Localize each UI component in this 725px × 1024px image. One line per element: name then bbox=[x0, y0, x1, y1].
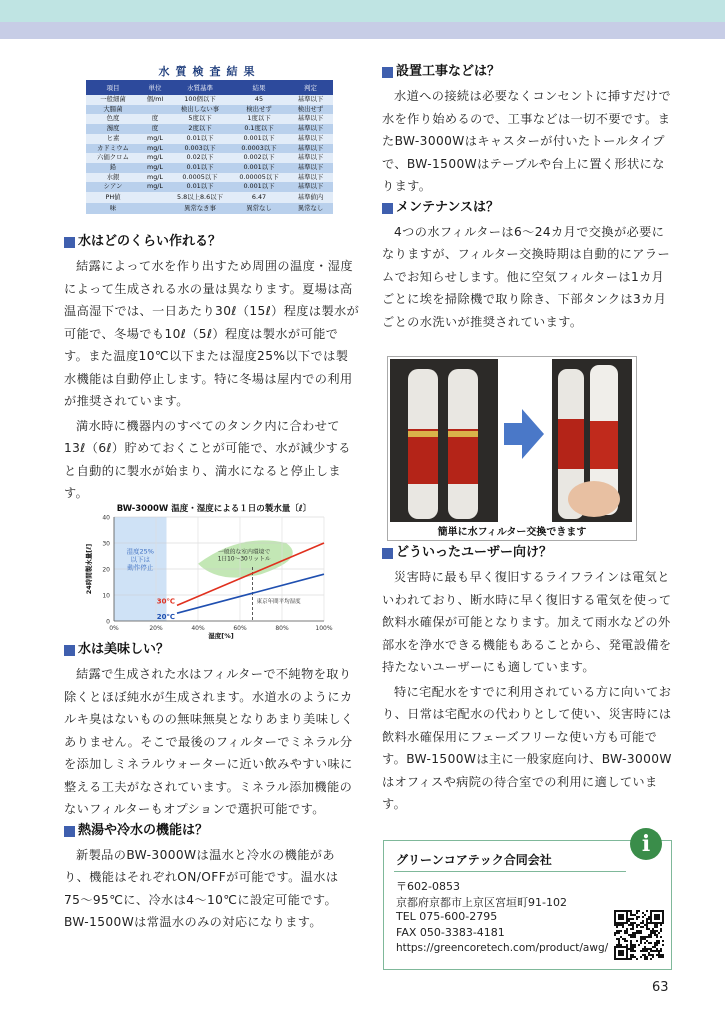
table-header-cell: 項目 bbox=[86, 80, 140, 95]
table-cell: ヒ素 bbox=[86, 134, 140, 144]
divider bbox=[394, 871, 626, 872]
table-row bbox=[86, 192, 333, 203]
section-heading: 水は美味しい？ bbox=[64, 640, 360, 660]
table-cell bbox=[140, 203, 170, 214]
table-cell: 一般細菌 bbox=[86, 95, 140, 105]
left-column bbox=[64, 232, 360, 505]
table-row bbox=[86, 134, 333, 144]
arrow-right-icon bbox=[504, 409, 544, 459]
chart-svg bbox=[84, 501, 344, 641]
website-link[interactable]: https://greencoretech.com/product/awg/ bbox=[396, 942, 609, 954]
table-cell: 検出せず bbox=[288, 105, 333, 115]
phone: TEL 075-600-2795 bbox=[396, 910, 498, 923]
x-tick-label: 60% bbox=[233, 625, 247, 632]
table-cell bbox=[140, 105, 170, 115]
table-cell: シアン bbox=[86, 182, 140, 192]
table-row bbox=[86, 182, 333, 192]
chart-title: BW-3000W 温度・湿度による１日の製水量〔ℓ〕 bbox=[116, 504, 312, 514]
table-cell: mg/L bbox=[140, 134, 170, 144]
table-cell: 45 bbox=[230, 95, 288, 105]
table-cell: 100個以下 bbox=[170, 95, 230, 105]
table-row bbox=[86, 144, 333, 154]
table-cell: 基準以下 bbox=[288, 182, 333, 192]
filter-photos bbox=[387, 356, 637, 541]
y-tick-label: 10 bbox=[102, 592, 110, 600]
table-cell: 0.00005以下 bbox=[230, 173, 288, 183]
section-heading: 水はどのくらい作れる？ bbox=[64, 232, 360, 252]
x-tick-label: 40% bbox=[191, 625, 205, 632]
table-cell: 0.1度以下 bbox=[230, 124, 288, 134]
table-cell: 個/ml bbox=[140, 95, 170, 105]
x-tick-label: 20% bbox=[149, 625, 163, 632]
table-title: 水質検査結果 bbox=[158, 65, 261, 78]
table-cell: 基準以下 bbox=[288, 124, 333, 134]
table-cell: 基準以下 bbox=[288, 95, 333, 105]
table-row bbox=[86, 173, 333, 183]
x-tick-label: 100% bbox=[315, 625, 333, 632]
table-cell: 度 bbox=[140, 114, 170, 124]
filter-photo-after bbox=[552, 359, 632, 522]
table-cell: 0.02以下 bbox=[170, 153, 230, 163]
table-cell: 5度以下 bbox=[170, 114, 230, 124]
right-column-lower bbox=[382, 543, 672, 816]
table-cell: 基準値内 bbox=[288, 192, 333, 203]
table-cell: 0.01以下 bbox=[170, 182, 230, 192]
table-cell: 2度以下 bbox=[170, 124, 230, 134]
header-color-band bbox=[0, 22, 725, 39]
paragraph: 特に宅配水をすでに利用されている方に向いており、日常は宅配水の代わりとして使い、災害時には飲料水確保用にフェーズフリーな使い方も可能です。BW-1500Wは主に一般家庭向け、BW-3000Wはオフィスや病院の待合室での利用に適しています。 bbox=[382, 684, 672, 811]
table-cell: 異常なし bbox=[230, 203, 288, 214]
table-cell: 0.003以下 bbox=[170, 144, 230, 154]
table-cell: 基準以下 bbox=[288, 173, 333, 183]
qr-code-icon[interactable] bbox=[614, 910, 664, 960]
table-cell: 水銀 bbox=[86, 173, 140, 183]
filter-photo-before bbox=[390, 359, 498, 522]
x-tick-label: 0% bbox=[109, 625, 119, 632]
paragraph: 4つの水フィルターは6〜24カ月で交換が必要になりますが、フィルター交換時期は自動的にアラームでお知らせします。他に空気フィルターは1カ月ごとに埃を掃除機で取り除き、下部タンクは3カ月ごとの水洗いが推奨されています。 bbox=[382, 224, 671, 329]
table-cell: カドミウム bbox=[86, 144, 140, 154]
table-cell: 0.01以下 bbox=[170, 134, 230, 144]
table-cell: 基準以下 bbox=[288, 144, 333, 154]
series-label: 30℃ bbox=[156, 597, 175, 606]
table-row bbox=[86, 163, 333, 173]
left-column-lower bbox=[64, 640, 360, 934]
series-label: 20℃ bbox=[156, 613, 175, 622]
section-heading: メンテナンスは？ bbox=[382, 198, 672, 218]
paragraph: 新製品のBW-3000Wは温水と冷水の機能があり、機能はそれぞれON/OFFが可能です。温水は75〜95℃に、冷水は4〜10℃に設定可能です。BW-1500Wは常温水のみの対応になります。 bbox=[64, 847, 339, 929]
paragraph: 満水時に機器内のすべてのタンク内に合わせて13ℓ（6ℓ）貯めておくことが可能で、水が減少すると自動的に製水が始まり、満水になると停止します。 bbox=[64, 418, 351, 500]
table-cell: 0.001以下 bbox=[230, 163, 288, 173]
company-name: グリーンコアテック合同会社 bbox=[396, 853, 552, 867]
table-cell: 色度 bbox=[86, 114, 140, 124]
photo-caption: 簡単に水フィルター交換できます bbox=[437, 527, 587, 538]
table-row bbox=[86, 153, 333, 163]
table-cell: 0.002以下 bbox=[230, 153, 288, 163]
table-row bbox=[86, 203, 333, 214]
table-cell: 度 bbox=[140, 124, 170, 134]
x-tick-label: 80% bbox=[275, 625, 289, 632]
table-cell bbox=[140, 192, 170, 203]
table-cell: 鉛 bbox=[86, 163, 140, 173]
y-tick-label: 30 bbox=[102, 540, 110, 548]
table-cell: 検出しない事 bbox=[170, 105, 230, 115]
top-color-band bbox=[0, 0, 725, 22]
table-cell: 0.01以下 bbox=[170, 163, 230, 173]
table-header-cell: 単位 bbox=[140, 80, 170, 95]
y-tick-label: 40 bbox=[102, 514, 110, 522]
table-cell: mg/L bbox=[140, 144, 170, 154]
paragraph: 水道への接続は必要なくコンセントに挿すだけで水を作り始めるので、工事などは一切不要です。またBW-3000Wはキャスターが付いたトールタイプで、BW-1500Wはテーブルや台上に置く形状になります。 bbox=[382, 89, 671, 193]
table-cell: mg/L bbox=[140, 173, 170, 183]
chart-y-label: 24時間製水量[ℓ] bbox=[85, 543, 93, 595]
series-line bbox=[177, 574, 324, 613]
table-cell: 0.001以下 bbox=[230, 134, 288, 144]
table-cell: 異常なき事 bbox=[170, 203, 230, 214]
table-row bbox=[86, 124, 333, 134]
chart-x-label: 湿度[%] bbox=[208, 632, 234, 640]
address: 京都府京都市上京区宮垣町91-102 bbox=[396, 896, 567, 909]
table-cell: mg/L bbox=[140, 153, 170, 163]
table-cell: 基準以下 bbox=[288, 114, 333, 124]
water-quality-table bbox=[86, 64, 333, 229]
stop-zone-label: 湿度25%以下は動作停止 bbox=[126, 547, 154, 572]
table-header-cell: 水質基準 bbox=[170, 80, 230, 95]
table-cell: 基準以下 bbox=[288, 134, 333, 144]
right-column bbox=[382, 62, 672, 333]
table-cell: 異常なし bbox=[288, 203, 333, 214]
table-cell: 0.001以下 bbox=[230, 182, 288, 192]
tokyo-humidity-label: 東京年間平均湿度 bbox=[256, 598, 301, 605]
table-cell: 基準以下 bbox=[288, 153, 333, 163]
info-icon: i bbox=[630, 828, 662, 860]
page-number: 63 bbox=[652, 980, 669, 995]
table-header-cell: 判定 bbox=[288, 80, 333, 95]
table-cell: 6.47 bbox=[230, 192, 288, 203]
y-tick-label: 0 bbox=[106, 618, 110, 626]
paragraph: 結露によって水を作り出すため周囲の温度・湿度によって生成される水の量は異なります。夏場は高温高湿下では、一日あたり30ℓ（15ℓ）程度は製水が可能で、冬場でも10ℓ（5ℓ）程度は製水が可能です。また温度10℃以下または湿度25%以下では製水機能は自動停止します。特に冬場は屋内での利用が推奨されています。 bbox=[64, 259, 360, 408]
table-cell: PH値 bbox=[86, 192, 140, 203]
table-cell: 1度以下 bbox=[230, 114, 288, 124]
section-heading: 熱湯や冷水の機能は？ bbox=[64, 821, 360, 841]
table-cell: mg/L bbox=[140, 163, 170, 173]
postal-code: 〒602-0853 bbox=[396, 880, 460, 893]
table-cell: 0.0003以下 bbox=[230, 144, 288, 154]
table-cell: 味 bbox=[86, 203, 140, 214]
table-cell: 5.8以上8.6以下 bbox=[170, 192, 230, 203]
table-cell: 0.0005以下 bbox=[170, 173, 230, 183]
fax: FAX 050-3383-4181 bbox=[396, 926, 505, 939]
table-cell: mg/L bbox=[140, 182, 170, 192]
paragraph: 災害時に最も早く復旧するライフラインは電気といわれており、断水時に早く復旧する電気を使って飲料水確保が可能となります。加えて雨水などの外部水を浄水できる機能もあることから、発電設備を持たないユーザーにも適しています。 bbox=[382, 570, 672, 674]
section-heading: どういったユーザー向け？ bbox=[382, 543, 672, 563]
table-cell: 大腸菌 bbox=[86, 105, 140, 115]
table-cell: 検出せず bbox=[230, 105, 288, 115]
paragraph: 結露で生成された水はフィルターで不純物を取り除くとほぼ純水が生成されます。水道水のようにカルキ臭はないものの無味無臭となりあまり美味しくありません。そこで最後のフィルターでミネラル分を添加しミネラルウォーターに近い飲みやすい味に整える工夫がなされています。ミネラル添加機能のないフィルターもオプションで選択可能です。 bbox=[64, 667, 354, 816]
section-heading: 設置工事などは？ bbox=[382, 62, 672, 82]
water-production-chart bbox=[84, 501, 344, 641]
table-cell: 六価クロム bbox=[86, 153, 140, 163]
general-range-label: 一般的な室内環境で 1日10〜30リットル bbox=[217, 549, 271, 563]
table-row bbox=[86, 105, 333, 115]
table-row bbox=[86, 95, 333, 105]
table-cell: 基準以下 bbox=[288, 163, 333, 173]
table-row bbox=[86, 114, 333, 124]
table-header-cell: 結果 bbox=[230, 80, 288, 95]
y-tick-label: 20 bbox=[102, 566, 110, 574]
table-cell: 濁度 bbox=[86, 124, 140, 134]
